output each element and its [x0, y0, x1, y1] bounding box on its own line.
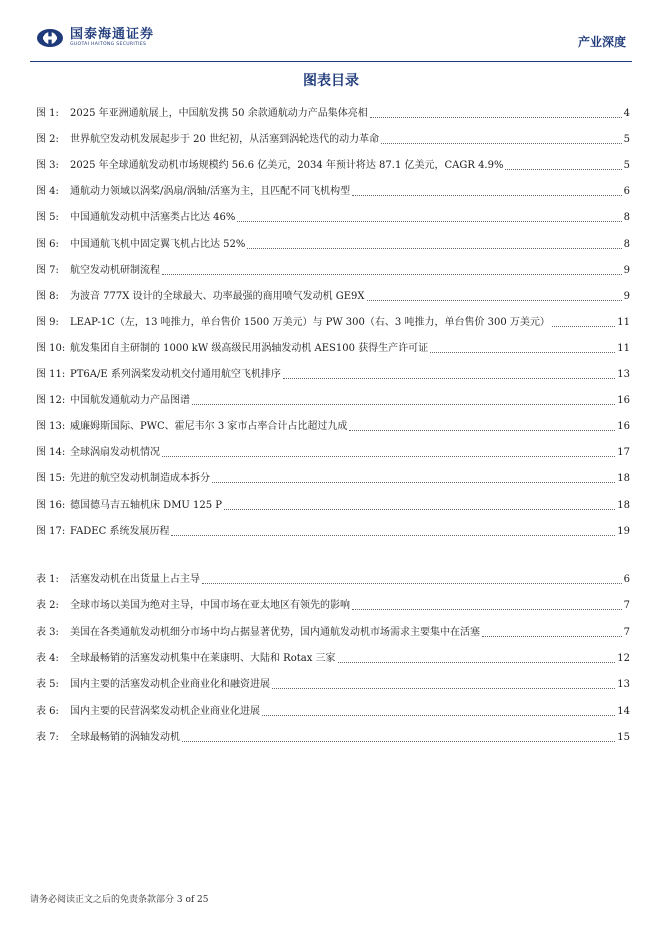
dot-leader — [552, 326, 615, 327]
entry-label: 图 5: — [36, 212, 59, 224]
toc-figure-entry[interactable] — [36, 341, 630, 357]
entry-page-number: 5 — [623, 134, 630, 146]
entry-page-number: 11 — [617, 316, 630, 328]
entry-page-number: 4 — [623, 108, 630, 119]
dot-leader — [182, 741, 615, 742]
brand-logo — [36, 28, 154, 48]
dot-leader — [224, 509, 615, 510]
entry-label: 图 15: — [36, 473, 66, 485]
entry-caption: 全球涡扇发动机情况 — [70, 447, 160, 459]
entry-caption: 通航动力领域以涡桨/涡扇/涡轴/活塞为主，且匹配不同飞机构型 — [70, 186, 351, 198]
page-header — [0, 0, 662, 62]
entry-label: 表 7: — [36, 731, 59, 743]
entry-page-number: 9 — [623, 264, 630, 276]
entry-page-number: 5 — [623, 160, 630, 172]
dot-leader — [505, 169, 621, 170]
entry-label: 表 5: — [36, 679, 59, 691]
entry-label: 图 10: — [36, 342, 66, 354]
entry-label: 图 11: — [36, 369, 66, 380]
entry-label: 图 12: — [36, 395, 66, 407]
header-divider — [30, 61, 632, 62]
toc-table-entry[interactable] — [36, 704, 630, 720]
dot-leader — [247, 248, 621, 249]
entry-page-number: 6 — [623, 186, 630, 198]
entry-label: 图 7: — [36, 264, 59, 276]
entry-page-number: 18 — [617, 499, 630, 511]
entry-caption: 2025 年全球通航发动机市场规模约 56.6 亿美元，2034 年预计将达 87.1 亿美元，CAGR 4.9% — [70, 160, 504, 172]
dot-leader — [430, 352, 615, 353]
entry-caption: 世界航空发动机发展起步于 20 世纪初，从活塞到涡轮迭代的动力革命 — [70, 134, 380, 146]
toc-table-entry[interactable] — [36, 625, 630, 641]
entry-label: 图 16: — [36, 499, 66, 511]
entry-page-number: 11 — [617, 342, 630, 354]
dot-leader — [202, 583, 622, 584]
dot-leader — [370, 117, 622, 118]
brand-logo-icon — [36, 28, 64, 48]
entry-page-number: 15 — [617, 731, 630, 743]
entry-label: 图 6: — [36, 238, 59, 250]
entry-page-number: 12 — [617, 652, 630, 664]
dot-leader — [367, 300, 622, 301]
entry-page-number: 16 — [617, 395, 630, 407]
entry-caption: LEAP-1C（左，13 吨推力，单台售价 1500 万美元）与 PW 300（右、3 吨推力，单台售价 300 万美元） — [70, 316, 550, 328]
entry-page-number: 9 — [623, 290, 630, 302]
entry-label: 表 3: — [36, 626, 59, 638]
footer-disclaimer: 请务必阅读正文之后的免责条款部分 3 of 25 — [30, 895, 209, 905]
entry-label: 表 2: — [36, 600, 59, 612]
entry-caption: 国内主要的民营涡桨发动机企业商业化进展 — [70, 705, 260, 717]
toc-figure-entry[interactable] — [36, 132, 630, 148]
entry-caption: 活塞发动机在出货量上占主导 — [70, 574, 200, 585]
entry-page-number: 13 — [617, 679, 630, 691]
entry-label: 图 2: — [36, 134, 59, 146]
toc-figure-entry[interactable] — [36, 289, 630, 305]
toc-figure-entry[interactable] — [36, 498, 630, 514]
dot-leader — [283, 378, 615, 379]
entry-page-number: 6 — [623, 574, 630, 585]
toc-table-entry[interactable] — [36, 651, 630, 667]
toc-figure-entry[interactable] — [36, 158, 630, 174]
entry-page-number: 16 — [617, 421, 630, 433]
toc-table-entry[interactable] — [36, 677, 630, 693]
dot-leader — [212, 482, 615, 483]
entry-page-number: 7 — [623, 600, 630, 612]
toc-figure-entry[interactable] — [36, 184, 630, 200]
entry-label: 图 1: — [36, 108, 59, 119]
toc-figure-entry[interactable] — [36, 367, 630, 383]
toc-figure-entry[interactable] — [36, 445, 630, 461]
entry-caption: 航发集团自主研制的 1000 kW 级高级民用涡轴发动机 AES100 获得生产许可证 — [70, 342, 429, 354]
entry-caption: FADEC 系统发展历程 — [70, 525, 170, 537]
toc-figure-entry[interactable] — [36, 524, 630, 540]
dot-leader — [349, 430, 615, 431]
entry-label: 表 4: — [36, 652, 59, 664]
entry-caption: 全球最畅销的活塞发动机集中在莱康明、大陆和 Rotax 三家 — [70, 652, 336, 664]
brand-name-en: GUOTAI HAITONG SECURITIES — [70, 42, 147, 47]
entry-caption: 美国在各类通航发动机细分市场中均占据显著优势，国内通航发动机市场需求主要集中在活塞 — [70, 626, 480, 638]
dot-leader — [162, 274, 622, 275]
dot-leader — [338, 662, 616, 663]
entry-label: 图 9: — [36, 316, 59, 328]
entry-caption: 中国通航飞机中固定翼飞机占比达 52% — [70, 238, 246, 250]
toc-table-entry[interactable] — [36, 730, 630, 746]
toc-figure-entry[interactable] — [36, 106, 630, 122]
entry-label: 图 17: — [36, 525, 66, 537]
toc-figure-entry[interactable] — [36, 263, 630, 279]
toc-table-entry[interactable] — [36, 598, 630, 614]
entry-page-number: 19 — [617, 525, 630, 537]
toc-figure-entry[interactable] — [36, 471, 630, 487]
dot-leader — [262, 715, 615, 716]
entry-label: 图 13: — [36, 421, 66, 433]
entry-caption: PT6A/E 系列涡桨发动机交付通用航空飞机排序 — [70, 369, 281, 380]
toc-figure-entry[interactable] — [36, 210, 630, 226]
dot-leader — [352, 609, 622, 610]
entry-caption: 先进的航空发动机制造成本拆分 — [70, 473, 210, 485]
dot-leader — [381, 143, 622, 144]
dot-leader — [272, 688, 615, 689]
entry-label: 图 14: — [36, 447, 66, 459]
entry-caption: 航空发动机研制流程 — [70, 264, 160, 276]
entry-page-number: 14 — [617, 705, 630, 717]
dot-leader — [192, 404, 615, 405]
entry-caption: 国内主要的活塞发动机企业商业化和融资进展 — [70, 679, 270, 691]
entry-page-number: 8 — [623, 212, 630, 224]
entry-caption: 中国航发通航动力产品图谱 — [70, 395, 190, 407]
entry-caption: 中国通航发动机中活塞类占比达 46% — [70, 212, 236, 224]
toc-figure-entry[interactable] — [36, 419, 630, 435]
entry-label: 图 3: — [36, 160, 59, 172]
entry-page-number: 17 — [617, 447, 630, 459]
entry-label: 图 8: — [36, 290, 59, 302]
entry-label: 图 4: — [36, 186, 59, 198]
dot-leader — [171, 535, 615, 536]
entry-caption: 德国德马吉五轴机床 DMU 125 P — [70, 499, 223, 511]
entry-page-number: 13 — [617, 369, 630, 380]
toc-figure-entry[interactable] — [36, 315, 630, 331]
entry-caption: 全球最畅销的涡轴发动机 — [70, 731, 180, 743]
entry-page-number: 7 — [623, 626, 630, 638]
dot-leader — [352, 195, 622, 196]
dot-leader — [237, 221, 621, 222]
entry-label: 表 6: — [36, 705, 59, 717]
dot-leader — [482, 636, 622, 637]
entry-caption: 2025 年亚洲通航展上，中国航发携 50 余款通航动力产品集体亮相 — [70, 108, 368, 119]
entry-label: 表 1: — [36, 574, 59, 585]
entry-caption: 全球市场以美国为绝对主导，中国市场在亚太地区有领先的影响 — [70, 600, 350, 612]
report-type-label: 产业深度 — [577, 35, 626, 49]
brand-name-cn: 国泰海通证券 — [70, 27, 155, 42]
toc-figure-entry[interactable] — [36, 393, 630, 409]
toc-table-entry[interactable] — [36, 572, 630, 588]
toc-figure-entry[interactable] — [36, 237, 630, 253]
dot-leader — [162, 456, 615, 457]
toc-title: 图表目录 — [303, 73, 359, 89]
entry-caption: 为波音 777X 设计的全球最大、功率最强的商用喷气发动机 GE9X — [70, 290, 365, 302]
entry-page-number: 18 — [617, 473, 630, 485]
entry-page-number: 8 — [623, 238, 630, 250]
entry-caption: 威廉姆斯国际、PWC、霍尼韦尔 3 家市占率合计占比超过九成 — [70, 421, 348, 433]
